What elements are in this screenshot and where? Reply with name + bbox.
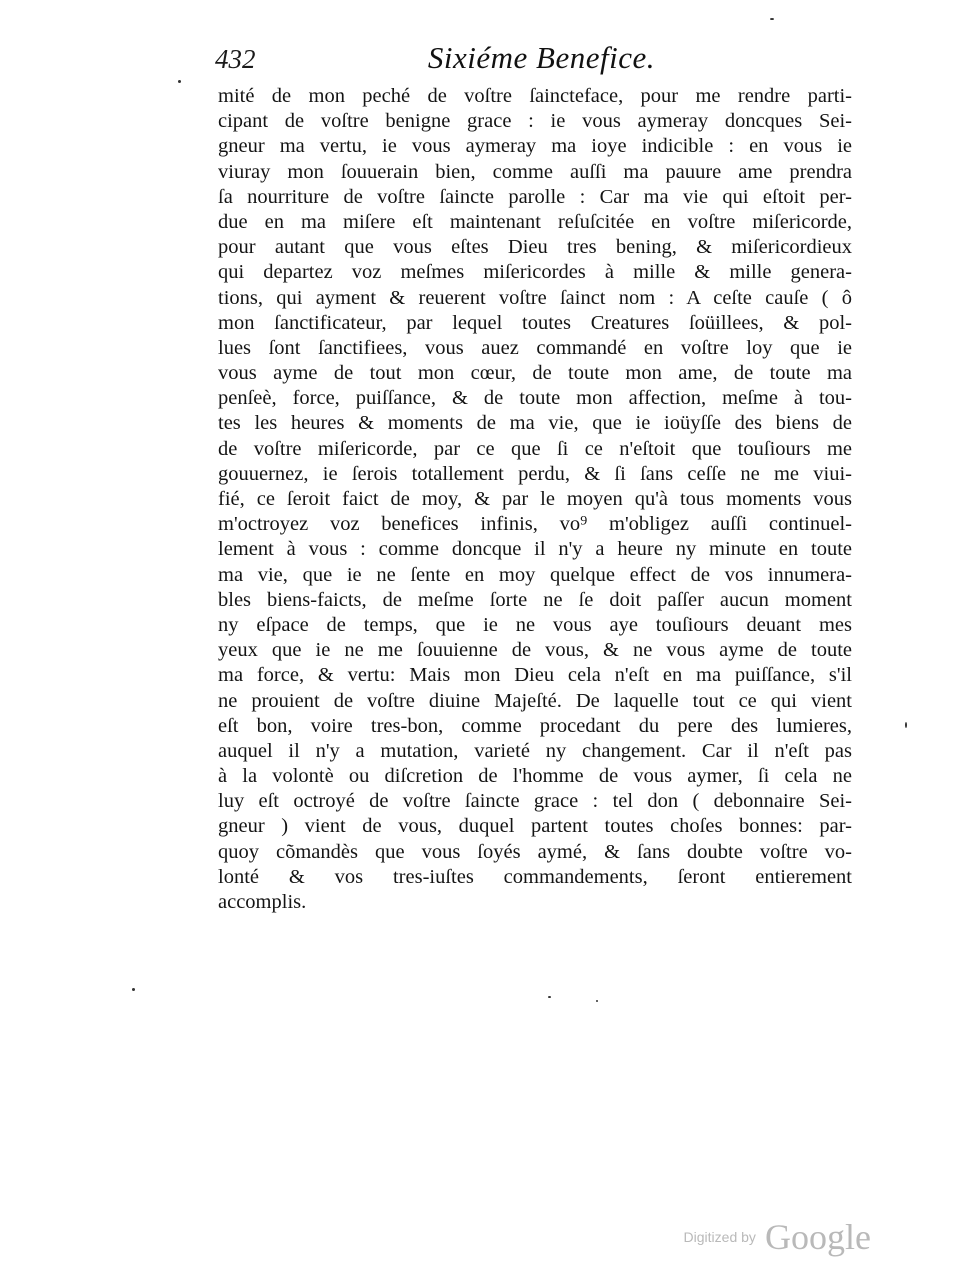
text-line: gneur ma vertu, ie vous aymeray ma ioye indicible : en vous ie <box>218 135 852 158</box>
text-line: tions, qui ayment & reuerent voſtre ſainct nom : A ceſte cauſe ( ô <box>218 286 852 309</box>
text-line: pour autant que vous eſtes Dieu tres bening, & miſericordieux <box>218 236 852 259</box>
text-line: gneur ) vient de vous, duquel partent toutes choſes bonnes: par- <box>218 815 852 838</box>
page-header <box>215 40 655 80</box>
scan-speck <box>770 18 774 20</box>
text-line: lement à vous : comme doncque il n'y a heure ny minute en toute <box>218 538 852 561</box>
text-line: de voſtre miſericorde, par ce que ſi ce n'eſtoit que touſiours me <box>218 437 852 460</box>
text-line: fié, ce ſeroit faict de moy, & par le moyen qu'à tous moments vous <box>218 488 852 510</box>
text-line: tes les heures & moments de ma vie, que ie ioüyſſe des biens de <box>218 412 852 435</box>
scan-speck <box>596 1000 598 1002</box>
scan-speck <box>905 722 907 728</box>
text-line: ny eſpace de temps, que ie ne vous aye touſiours deuant mes <box>218 613 852 636</box>
text-line: luy eſt octroyé de voſtre ſaincte grace : tel don ( debonnaire Sei- <box>218 790 852 813</box>
text-line: auquel il n'y a mutation, varieté ny changement. Car il n'eſt pas <box>218 739 852 762</box>
text-line: gouuernez, ie ſerois totallement perdu, & ſi ſans ceſſe ne me viui- <box>218 462 852 485</box>
text-line: viuray mon ſouuerain bien, comme auſſi ma pauure ame prendra <box>218 160 852 183</box>
text-line: accomplis. <box>218 891 307 913</box>
text-line: bles biens-faicts, de meſme ſorte ne ſe doit paſſer aucun moment <box>218 588 852 611</box>
digitized-watermark <box>684 1216 871 1258</box>
text-line: cipant de voſtre benigne grace : ie vous aymeray doncques Sei- <box>218 110 852 133</box>
text-line: lonté & vos tres-iuſtes commandements, ſeront entierement <box>218 865 852 888</box>
watermark-prefix: Digitized by <box>683 1229 756 1245</box>
text-line: à la volontè ou diſcretion de l'homme de vous aymer, ſi cela ne <box>218 765 852 788</box>
watermark-brand: Google <box>765 1217 871 1257</box>
text-line: penſeè, force, puiſſance, & de toute mon affection, meſme à tou- <box>218 387 852 410</box>
text-line: ſa nourriture de voſtre ſaincte parolle : Car ma vie qui eſtoit per- <box>218 185 852 208</box>
text-line: lues ſont ſanctifiees, vous auez commandé en voſtre loy que ie <box>218 336 852 359</box>
text-line: eſt bon, voire tres-bon, comme procedant du pere des lumieres, <box>218 714 852 737</box>
text-line: mon ſanctificateur, par lequel toutes Creatures ſoüillees, & pol- <box>218 311 852 334</box>
text-line: yeux que ie ne me ſouuienne de vous, & ne vous ayme de toute <box>218 639 852 662</box>
text-line: ma vie, que ie ne ſente en moy quelque effect de vos innumera- <box>218 563 852 586</box>
text-line: ne prouient de voſtre diuine Majeſté. De laquelle tout ce qui vient <box>218 689 852 712</box>
text-line: m'octroyez voz benefices infinis, vo⁹ m'obligez auſſi continuel- <box>218 513 852 536</box>
text-line: mité de mon peché de voſtre ſaincteface, pour me rendre parti- <box>218 85 852 107</box>
text-line: quoy cõmandès que vous ſoyés aymé, & ſans doubte voſtre vo- <box>218 840 852 863</box>
page-number: 432 <box>215 44 256 74</box>
text-line: vous ayme de tout mon cœur, de toute mon ame, de toute ma <box>218 362 852 385</box>
scan-speck <box>178 80 181 83</box>
running-title: Sixiéme Benefice. <box>427 40 655 75</box>
text-line: qui departez voz meſmes miſericordes à mille & mille genera- <box>218 261 852 284</box>
scan-speck <box>132 988 135 991</box>
text-line: due en ma miſere eſt maintenant reſuſcitée en voſtre miſericorde, <box>218 210 852 233</box>
scan-speck <box>548 996 551 998</box>
text-line: ma force, & vertu: Mais mon Dieu cela n'eſt en ma puiſſance, s'il <box>218 664 852 687</box>
body-text <box>218 84 852 915</box>
